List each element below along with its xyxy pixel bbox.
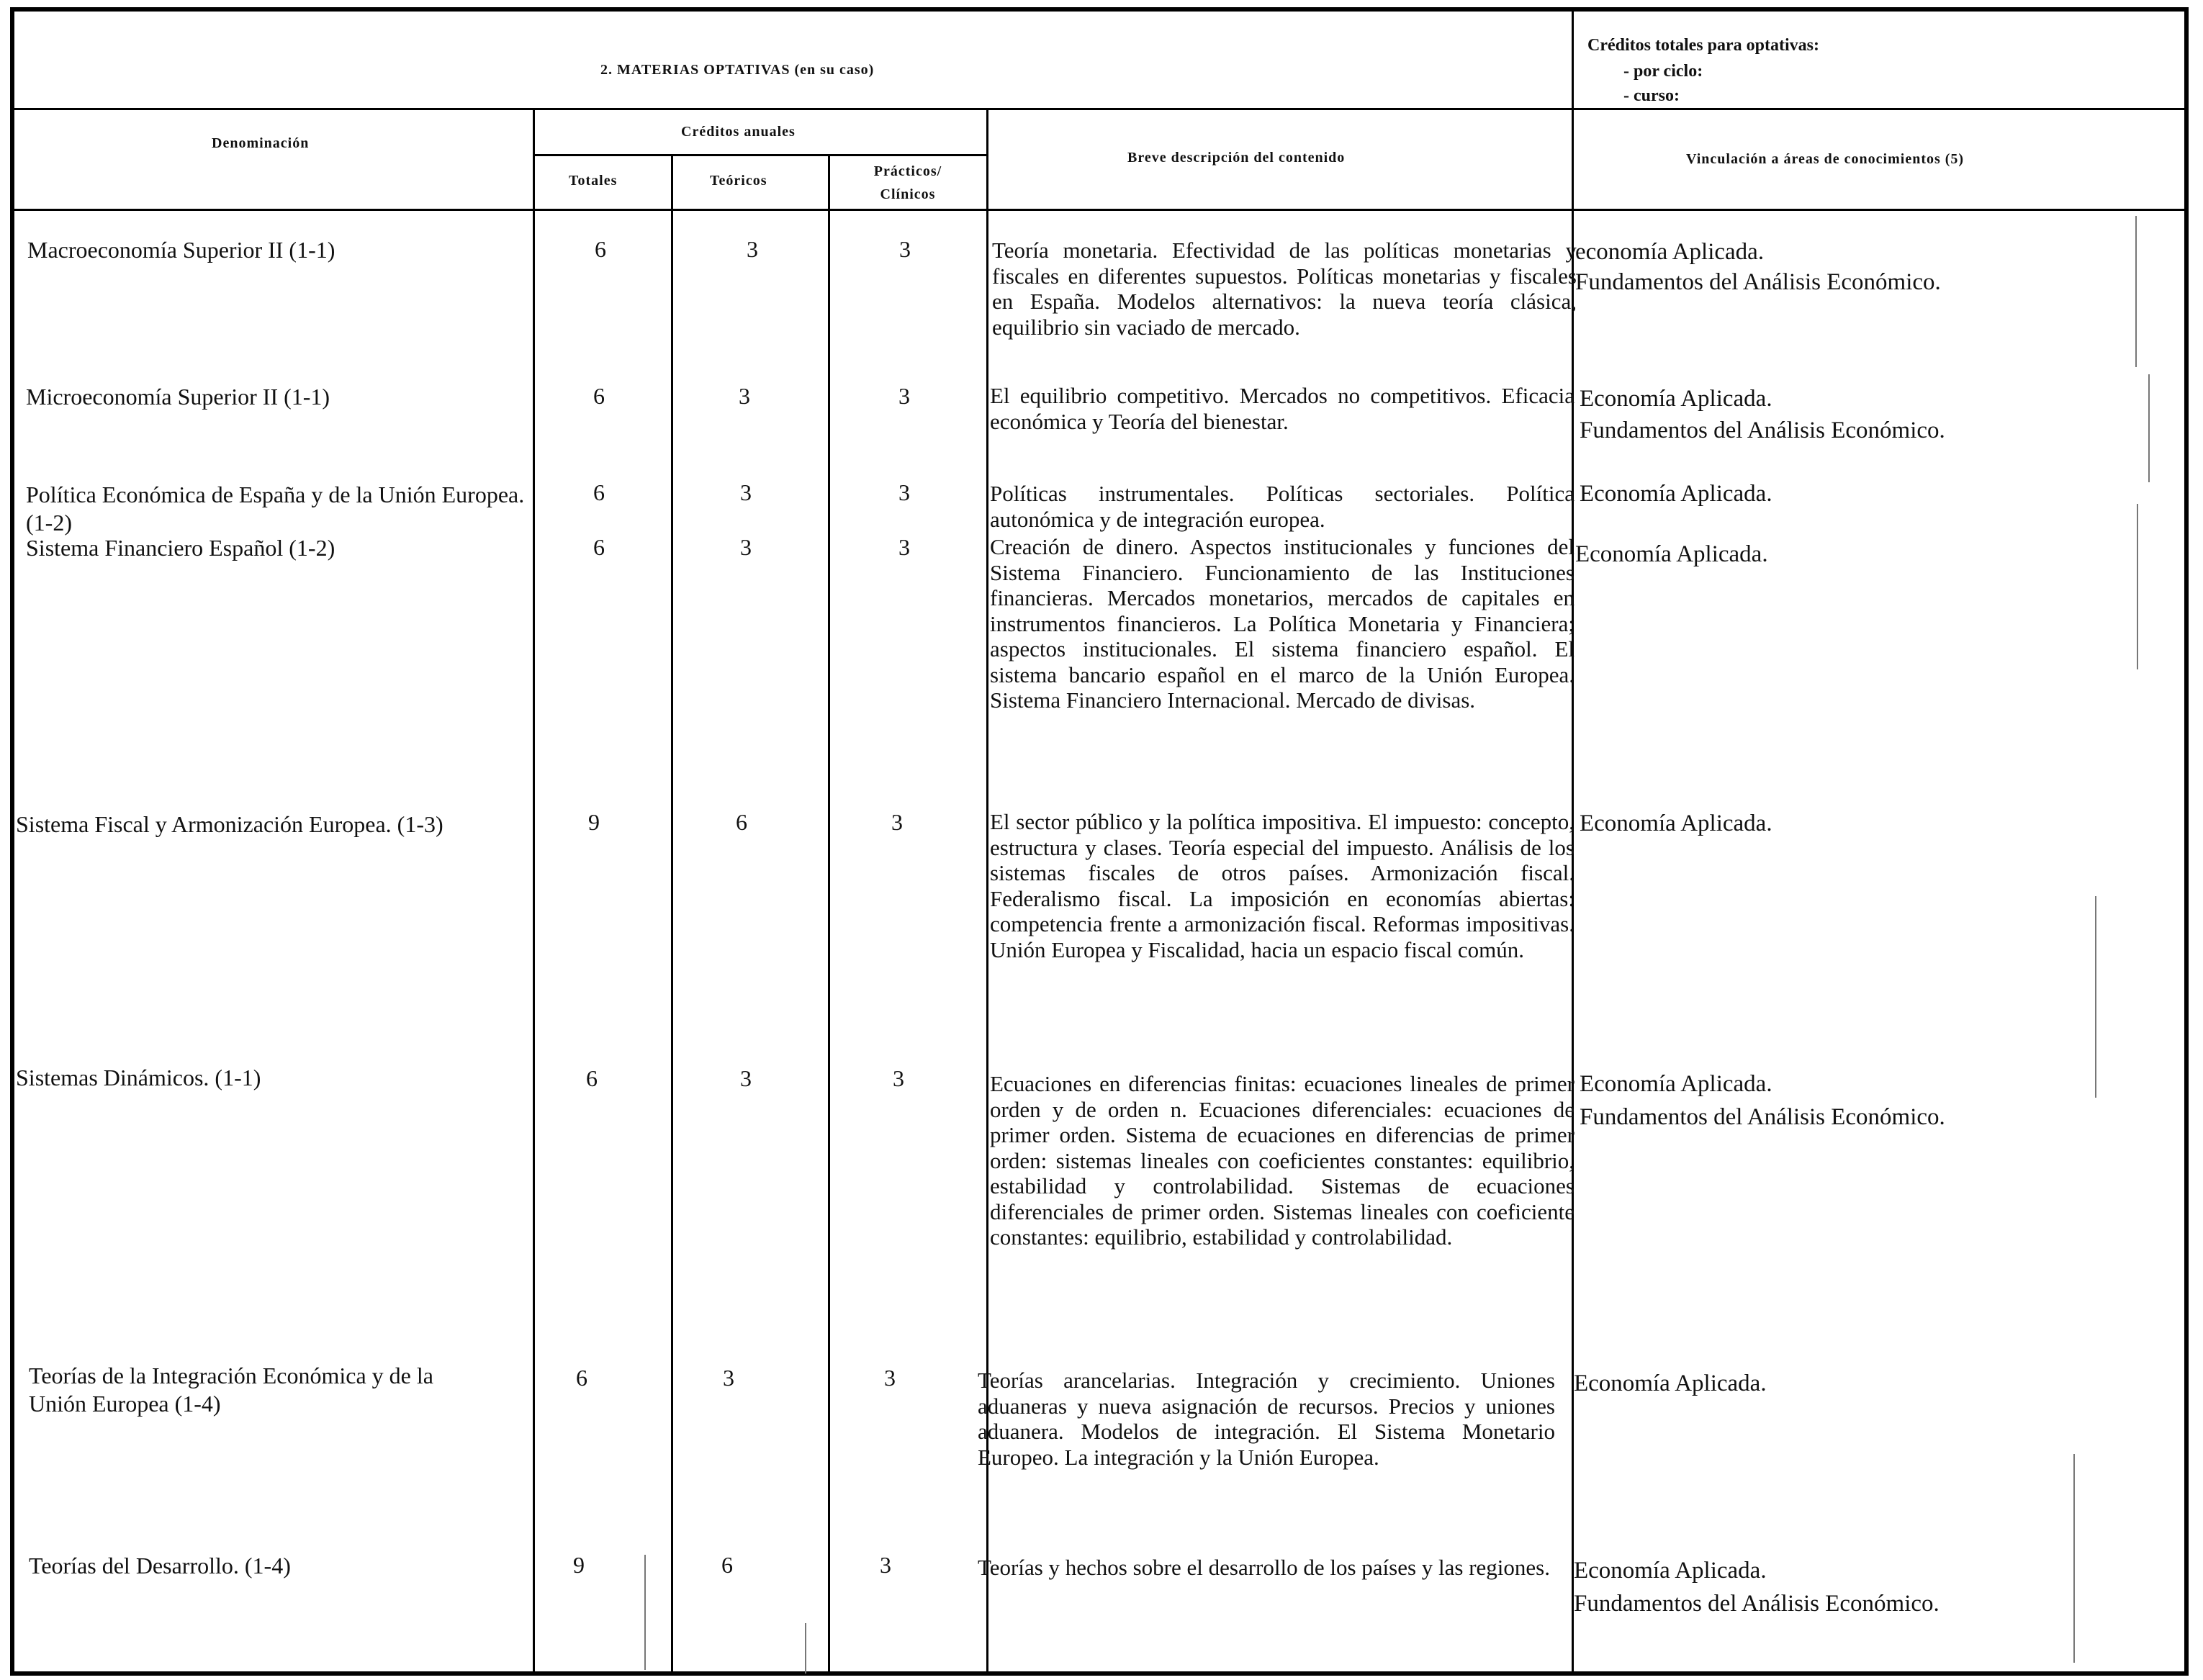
scan-mark (644, 1555, 646, 1670)
col-header-totales: Totales (569, 173, 618, 189)
row-3-description: Políticas instrumentales. Políticas sectoriales. Política autonómica y de integración europea. (990, 481, 1574, 532)
row-8-totales: 9 (573, 1552, 585, 1578)
row-4-description: Creación de dinero. Aspectos institucionales y funciones del Sistema Financiero. Funcionamiento de las Instituciones financieras. Mercados monetarios, mercados de capitales en instrumentos financieros. La Política Monetaria y Financiera; aspectos institucionales. El sistema financiero español. El sistema bancario español en el marco de la Unión Europea. Sistema Financiero Internacional. Mercado de divisas. (990, 534, 1574, 713)
row-1-area-2: Fundamentos del Análisis Económico. (1575, 269, 1941, 295)
row-8-area-2: Fundamentos del Análisis Económico. (1574, 1591, 1940, 1617)
row-2-description: El equilibrio competitivo. Mercados no competitivos. Eficacia económica y Teoría del bienestar. (990, 383, 1574, 434)
col-header-creditos-anuales: Créditos anuales (681, 124, 796, 140)
col-divider-totales (671, 154, 673, 1673)
row-1-practicos: 3 (899, 236, 911, 262)
row-3-teoricos: 3 (740, 479, 752, 505)
row-3-area-1: Economía Aplicada. (1580, 481, 1772, 507)
credits-per-course: - curso: (1623, 86, 1680, 105)
col-header-practicos: Prácticos/ Clínicos (873, 163, 942, 202)
row-7-teoricos: 3 (723, 1365, 734, 1391)
row-8-practicos: 3 (880, 1552, 891, 1578)
col-header-teoricos: Teóricos (710, 173, 767, 189)
section-title: 2. MATERIAS OPTATIVAS (en su caso) (600, 62, 875, 78)
row-5-teoricos: 6 (736, 809, 747, 835)
scan-mark (2137, 504, 2138, 669)
row-5-name: Sistema Fiscal y Armonización Europea. (1-3) (16, 811, 443, 837)
row-5-practicos: 3 (891, 809, 903, 835)
row-2-teoricos: 3 (739, 383, 750, 409)
row-1-area-1: economía Aplicada. (1575, 239, 1765, 265)
row-4-practicos: 3 (898, 534, 910, 560)
col-divider-denominacion (533, 109, 535, 1673)
col-header-vinculacion: Vinculación a áreas de conocimientos (5) (1686, 151, 1965, 167)
row-5-area-1: Economía Aplicada. (1580, 810, 1772, 836)
row-5-totales: 9 (588, 809, 600, 835)
subheader-divider (533, 154, 986, 156)
row-2-totales: 6 (593, 383, 605, 409)
row-7-practicos: 3 (884, 1365, 896, 1391)
row-1-name: Macroeconomía Superior II (1-1) (27, 237, 335, 263)
scan-mark (2135, 216, 2137, 367)
scan-mark (2095, 896, 2096, 1098)
row-1-totales: 6 (595, 236, 606, 262)
row-4-name: Sistema Financiero Español (1-2) (26, 535, 335, 561)
row-6-area-2: Fundamentos del Análisis Económico. (1580, 1104, 1945, 1130)
header-bottom-rule (13, 209, 2186, 211)
row-8-description: Teorías y hechos sobre el desarrollo de los países y las regiones. (978, 1555, 1550, 1580)
row-4-area-1: Economía Aplicada. (1575, 541, 1768, 567)
row-8-teoricos: 6 (721, 1552, 733, 1578)
header-divider (13, 108, 2186, 110)
row-7-description: Teorías arancelarias. Integración y crecimiento. Uniones aduaneras y nueva asignación de recursos. Precios y uniones aduanera. Modelos de integración. El Sistema Monetario Europeo. La integración y la Unión Europea. (978, 1368, 1555, 1470)
row-7-name: Teorías de la Integración Económica y de la Unión Europea (1-4) (29, 1363, 433, 1417)
row-3-practicos: 3 (898, 479, 910, 505)
row-7-totales: 6 (576, 1365, 587, 1391)
row-2-name: Microeconomía Superior II (1-1) (26, 384, 330, 410)
row-2-practicos: 3 (898, 383, 910, 409)
scan-mark (2148, 374, 2150, 482)
row-3-name: Política Económica de España y de la Unión Europea. (1-2) (26, 482, 525, 536)
row-6-description: Ecuaciones en diferencias finitas: ecuaciones lineales de primer orden y de orden n. Ecuaciones diferenciales: ecuaciones de primer orden. Sistema de ecuaciones en diferencias de primer orden: sistemas lineales con coeficientes constantes: equilibrio, estabilidad y controlabilidad. Sistemas de ecuaciones diferenciales de primer orden. Sistemas lineales con coeficiente constantes: equilibrio, estabilidad y controlabilidad. (990, 1071, 1574, 1250)
row-8-area-1: Economía Aplicada. (1574, 1558, 1767, 1584)
scan-mark (2073, 1454, 2075, 1663)
credits-per-cycle: - por ciclo: (1623, 62, 1703, 81)
row-5-description: El sector público y la política impositiva. El impuesto: concepto, estructura y clases. Teoría especial del impuesto. Análisis de los sistemas fiscales de otros países. Armonización fiscal. Federalismo fiscal. La imposición en economías abiertas: competencia frente a armonización fiscal. Reformas impositivas. Unión Europea y Fiscalidad, hacia un espacio fiscal común. (990, 809, 1574, 962)
row-6-teoricos: 3 (740, 1065, 752, 1091)
row-2-area-1: Economía Aplicada. (1580, 386, 1772, 412)
row-6-name: Sistemas Dinámicos. (1-1) (16, 1065, 261, 1090)
row-3-totales: 6 (593, 479, 605, 505)
row-2-area-2: Fundamentos del Análisis Económico. (1580, 417, 1945, 443)
row-4-teoricos: 3 (740, 534, 752, 560)
row-6-area-1: Economía Aplicada. (1580, 1071, 1772, 1097)
row-6-totales: 6 (586, 1065, 598, 1091)
row-6-practicos: 3 (893, 1065, 904, 1091)
credits-total-title: Créditos totales para optativas: (1587, 36, 1819, 55)
row-1-description: Teoría monetaria. Efectividad de las políticas monetarias y fiscales en diferentes supuestos. Políticas monetarias y fiscales en España. Modelos alternativos: la nueva teoría clásica, equilibrio sin vaciado de mercado. (992, 238, 1577, 340)
col-divider-teoricos (828, 154, 830, 1673)
row-1-teoricos: 3 (747, 236, 758, 262)
col-header-denominacion: Denominación (212, 135, 310, 151)
row-4-totales: 6 (593, 534, 605, 560)
col-header-descripcion: Breve descripción del contenido (1127, 150, 1346, 166)
scan-mark (805, 1623, 806, 1674)
row-8-name: Teorías del Desarrollo. (1-4) (29, 1553, 291, 1579)
row-7-area-1: Economía Aplicada. (1574, 1370, 1767, 1396)
